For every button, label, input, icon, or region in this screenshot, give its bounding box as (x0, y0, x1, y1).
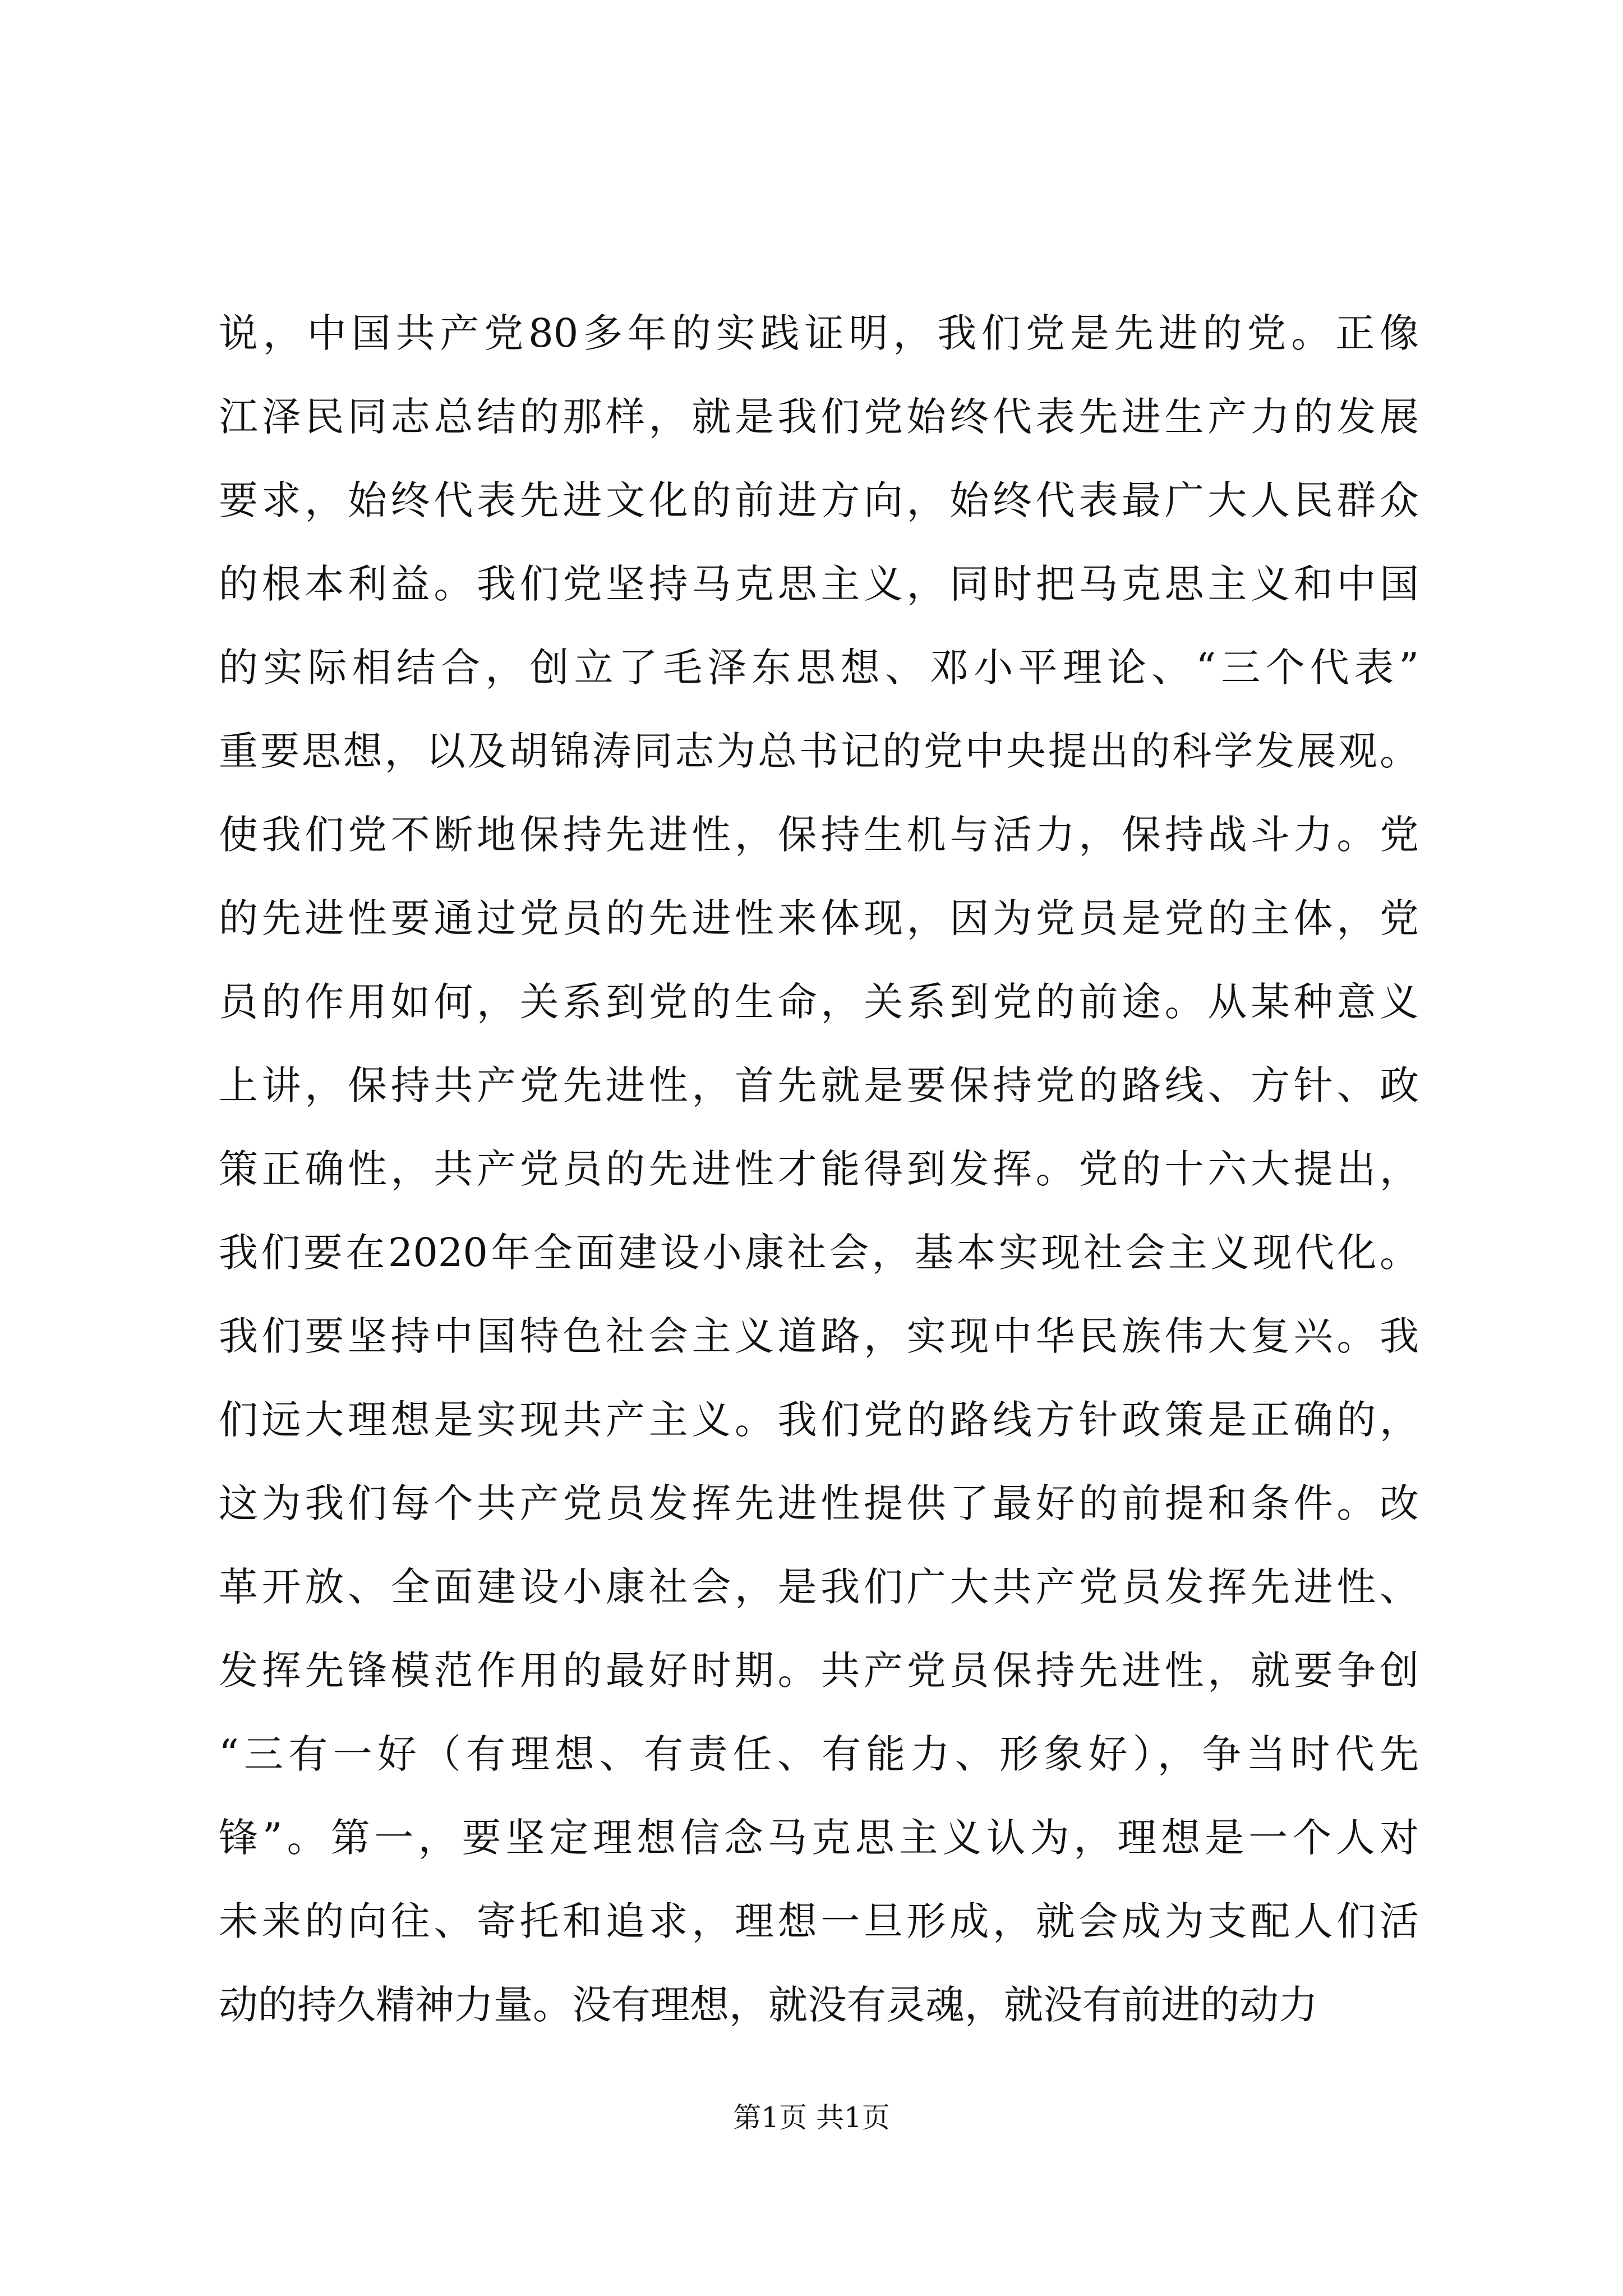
text-line: 我们要在2020年全面建设小康社会，基本实现社会主义现代化。 (219, 1230, 1419, 1276)
text-line: 未来的向往、寄托和追求，理想一旦形成，就会成为支配人们活 (219, 1898, 1419, 1944)
text-line: 的根本利益。我们党坚持马克思主义，同时把马克思主义和中国 (219, 561, 1419, 607)
text-line: 的实际相结合，创立了毛泽东思想、邓小平理论、“三个代表” (219, 645, 1419, 691)
text-line: 员的作用如何，关系到党的生命，关系到党的前途。从某种意义 (219, 979, 1419, 1025)
text-line: 们远大理想是实现共产主义。我们党的路线方针政策是正确的， (219, 1397, 1419, 1443)
text-line: 的先进性要通过党员的先进性来体现，因为党员是党的主体，党 (219, 895, 1419, 941)
text-line: “三有一好（有理想、有责任、有能力、形象好），争当时代先 (219, 1731, 1419, 1777)
text-line: 使我们党不断地保持先进性，保持生机与活力，保持战斗力。党 (219, 812, 1419, 858)
text-line: 革开放、全面建设小康社会，是我们广大共产党员发挥先进性、 (219, 1564, 1419, 1610)
text-line: 这为我们每个共产党员发挥先进性提供了最好的前提和条件。改 (219, 1480, 1419, 1526)
text-line: 要求，始终代表先进文化的前进方向，始终代表最广大人民群众 (219, 477, 1419, 523)
text-line: 动的持久精神力量。没有理想，就没有灵魂，就没有前进的动力 (219, 1982, 1318, 2028)
text-line: 重要思想，以及胡锦涛同志为总书记的党中央提出的科学发展观。 (219, 728, 1419, 774)
text-line: 我们要坚持中国特色社会主义道路，实现中华民族伟大复兴。我 (219, 1313, 1419, 1359)
page-footer: 第1页 共1页 (733, 2101, 890, 2134)
text-line: 发挥先锋模范作用的最好时期。共产党员保持先进性，就要争创 (219, 1648, 1419, 1694)
body-text (219, 292, 1419, 2047)
text-line: 上讲，保持共产党先进性，首先就是要保持党的路线、方针、政 (219, 1062, 1419, 1108)
text-line: 策正确性，共产党员的先进性才能得到发挥。党的十六大提出， (219, 1146, 1419, 1192)
text-line: 说，中国共产党80多年的实践证明，我们党是先进的党。正像 (219, 310, 1419, 356)
text-line: 江泽民同志总结的那样，就是我们党始终代表先进生产力的发展 (219, 394, 1419, 440)
text-line: 锋”。第一，要坚定理想信念马克思主义认为，理想是一个人对 (219, 1815, 1419, 1861)
